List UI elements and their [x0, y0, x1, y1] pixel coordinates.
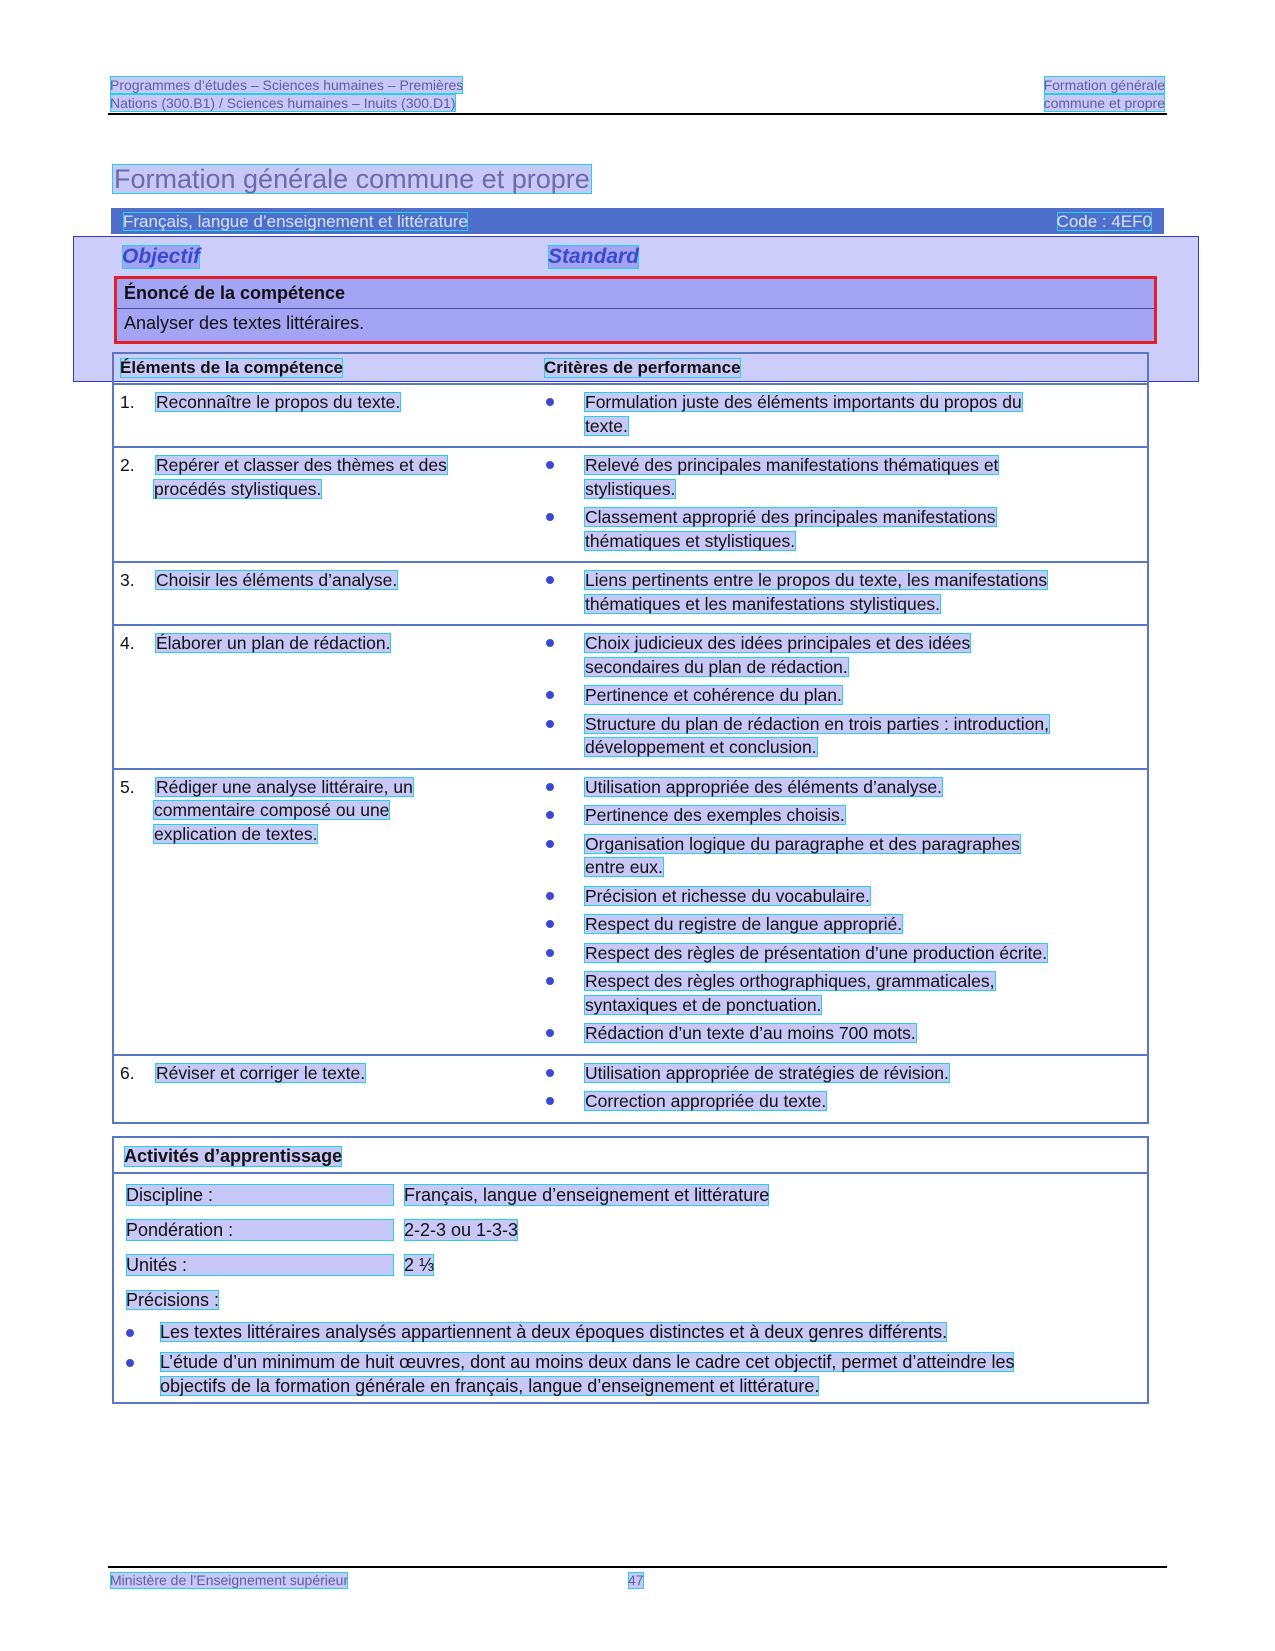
ponderation-row	[126, 1219, 519, 1241]
discipline-label: Discipline :	[126, 1184, 394, 1206]
enonce-heading: Énoncé de la compétence	[124, 283, 346, 303]
performance-criterion	[546, 1090, 1136, 1114]
page-title: Formation générale commune et propre	[114, 164, 590, 194]
criterion-text-line: Précision et richesse du vocabulaire.	[585, 885, 871, 906]
criterion-text-line: Utilisation appropriée de stratégies de révision.	[585, 1062, 949, 1083]
bullet-icon	[126, 1329, 134, 1337]
criterion-text-line: Choix judicieux des idées principales et des idées	[585, 633, 971, 653]
competence-element-4	[119, 632, 391, 656]
unites-value: 2 ⅓	[404, 1254, 435, 1275]
bullet-icon	[546, 892, 554, 900]
criterion-text-line: développement et conclusion.	[585, 737, 817, 757]
element-text-line: Élaborer un plan de rédaction.	[156, 633, 391, 653]
criterion-text-line: texte.	[585, 415, 628, 436]
competence-element-3	[119, 569, 398, 593]
criterion-text-line: Organisation logique du paragraphe et des paragraphes	[585, 833, 1020, 854]
criterion-text-line: Rédaction d’un texte d’au moins 700 mots.	[585, 1023, 916, 1043]
competence-element-1	[119, 391, 401, 415]
standard-header: Standard	[548, 245, 640, 268]
footer-ministry: Ministère de l’Enseignement supérieur	[110, 1572, 349, 1588]
performance-criterion	[546, 804, 1136, 828]
row-divider	[114, 768, 1147, 770]
element-number: 6.	[120, 1062, 135, 1083]
competence-element-6	[119, 1062, 366, 1086]
criterion-text-line: Pertinence des exemples choisis.	[585, 805, 845, 825]
enonce-divider	[117, 308, 1154, 309]
performance-criterion	[546, 1062, 1136, 1086]
bullet-icon	[546, 398, 554, 406]
precision-text-line: Les textes littéraires analysés appartiennent à deux époques distinctes et à deux genres différents.	[160, 1321, 948, 1342]
element-number: 2.	[120, 455, 135, 475]
course-code: Code : 4EF0	[1056, 212, 1152, 231]
unites-row	[126, 1254, 435, 1276]
bullet-icon	[546, 1097, 554, 1105]
unites-label: Unités :	[126, 1254, 394, 1276]
header-rule	[108, 113, 1167, 115]
row-divider	[114, 624, 1147, 626]
competence-table	[112, 352, 1149, 1124]
enonce-box	[114, 276, 1157, 344]
bullet-icon	[546, 1069, 554, 1077]
row-divider	[114, 561, 1147, 563]
bullet-icon	[546, 977, 554, 985]
ponderation-label: Pondération :	[126, 1219, 394, 1241]
row-divider	[114, 446, 1147, 448]
header-left-line1: Programmes d’études – Sciences humaines – Premières	[110, 77, 464, 93]
performance-criterion	[546, 833, 1136, 880]
criterion-text-line: stylistiques.	[585, 478, 676, 499]
bullet-icon	[546, 783, 554, 791]
bullet-icon	[126, 1359, 134, 1367]
precisions-label: Précisions :	[126, 1289, 220, 1310]
activites-box	[112, 1136, 1149, 1404]
bullet-icon	[546, 720, 554, 728]
performance-criterion	[546, 970, 1136, 1017]
performance-criterion	[546, 506, 1136, 553]
criterion-text-line: Structure du plan de rédaction en trois parties : introduction,	[585, 713, 1050, 734]
page-header	[110, 76, 1165, 112]
performance-criterion	[546, 454, 1136, 501]
header-left-line2: Nations (300.B1) / Sciences humaines – Inuits (300.D1)	[110, 95, 456, 111]
performance-criterion	[546, 942, 1136, 966]
performance-criterion	[546, 632, 1136, 679]
performance-criterion	[546, 391, 1136, 438]
criterion-text-line: Correction appropriée du texte.	[585, 1091, 827, 1111]
performance-criterion	[546, 776, 1136, 800]
criterion-text-line: Formulation juste des éléments importants du propos du	[585, 392, 1022, 412]
criterion-text-line: Respect du registre de langue approprié.	[585, 914, 903, 934]
competence-element-5	[119, 776, 414, 847]
objective-header: Objectif	[122, 245, 201, 268]
precision-text-line: objectifs de la formation générale en français, langue d’enseignement et littérature.	[160, 1375, 820, 1396]
competence-element-2	[119, 454, 448, 501]
ponderation-value: 2-2-3 ou 1-3-3	[404, 1219, 519, 1240]
criterion-text-line: thématiques et les manifestations stylistiques.	[585, 593, 941, 614]
criterion-text-line: syntaxiques et de ponctuation.	[585, 994, 822, 1015]
element-number: 4.	[120, 633, 135, 653]
bullet-icon	[546, 1029, 554, 1037]
criterion-text-line: Classement approprié des principales manifestations	[585, 507, 996, 527]
performance-criterion	[546, 569, 1136, 616]
bullet-icon	[546, 461, 554, 469]
performance-criterion	[546, 913, 1136, 937]
col-header-elements: Éléments de la compétence	[120, 358, 343, 377]
bullet-icon	[546, 920, 554, 928]
element-number: 3.	[120, 570, 135, 590]
precisions-row	[126, 1289, 219, 1311]
header-right-line2: commune et propre	[1043, 95, 1165, 111]
precision-text-line: L’étude d’un minimum de huit œuvres, dont au moins deux dans le cadre cet objectif, permet d’atteindre les	[160, 1352, 1015, 1372]
element-text-line: Choisir les éléments d’analyse.	[156, 570, 398, 590]
header-right-line1: Formation générale	[1043, 77, 1165, 93]
performance-criterion	[546, 885, 1136, 909]
element-text-line: commentaire composé ou une	[154, 800, 390, 820]
performance-criterion	[546, 684, 1136, 708]
bullet-icon	[546, 949, 554, 957]
bullet-icon	[546, 639, 554, 647]
course-bar	[111, 208, 1164, 234]
criterion-text-line: Respect des règles orthographiques, grammaticales,	[585, 971, 995, 991]
element-text-line: Reconnaître le propos du texte.	[156, 392, 401, 412]
enonce-text: Analyser des textes littéraires.	[124, 313, 365, 333]
criterion-text-line: Liens pertinents entre le propos du texte, les manifestations	[585, 570, 1048, 590]
bullet-icon	[546, 576, 554, 584]
page-number: 47	[628, 1572, 644, 1588]
criterion-text-line: Respect des règles de présentation d’une production écrite.	[585, 942, 1048, 963]
performance-criterion	[546, 713, 1136, 760]
element-text-line: explication de textes.	[154, 823, 318, 844]
bullet-icon	[546, 691, 554, 699]
discipline-value: Français, langue d’enseignement et littérature	[404, 1184, 770, 1205]
bullet-icon	[546, 840, 554, 848]
element-text-line: procédés stylistiques.	[154, 478, 322, 499]
precision-item	[124, 1351, 1144, 1398]
discipline-row	[126, 1184, 770, 1206]
bullet-icon	[546, 811, 554, 819]
performance-criterion	[546, 1022, 1136, 1046]
row-divider	[114, 383, 1147, 385]
element-text-line: Repérer et classer des thèmes et des	[156, 455, 447, 475]
activites-divider	[114, 1172, 1147, 1174]
col-header-criteres: Critères de performance	[544, 358, 741, 377]
criterion-text-line: entre eux.	[585, 857, 663, 877]
criterion-text-line: Relevé des principales manifestations thématiques et	[585, 455, 999, 475]
element-number: 5.	[120, 776, 135, 797]
element-text-line: Rédiger une analyse littéraire, un	[156, 776, 413, 797]
row-divider	[114, 1054, 1147, 1056]
criterion-text-line: secondaires du plan de rédaction.	[585, 656, 848, 677]
footer-rule	[108, 1566, 1167, 1568]
criterion-text-line: Utilisation appropriée des éléments d’analyse.	[585, 776, 943, 797]
precision-item	[124, 1321, 1144, 1345]
course-name: Français, langue d’enseignement et littérature	[123, 212, 468, 231]
criterion-text-line: thématiques et stylistiques.	[585, 530, 796, 551]
bullet-icon	[546, 513, 554, 521]
criterion-text-line: Pertinence et cohérence du plan.	[585, 685, 842, 705]
element-number: 1.	[120, 392, 135, 412]
activites-heading: Activités d’apprentissage	[124, 1145, 343, 1166]
element-text-line: Réviser et corriger le texte.	[156, 1062, 366, 1083]
